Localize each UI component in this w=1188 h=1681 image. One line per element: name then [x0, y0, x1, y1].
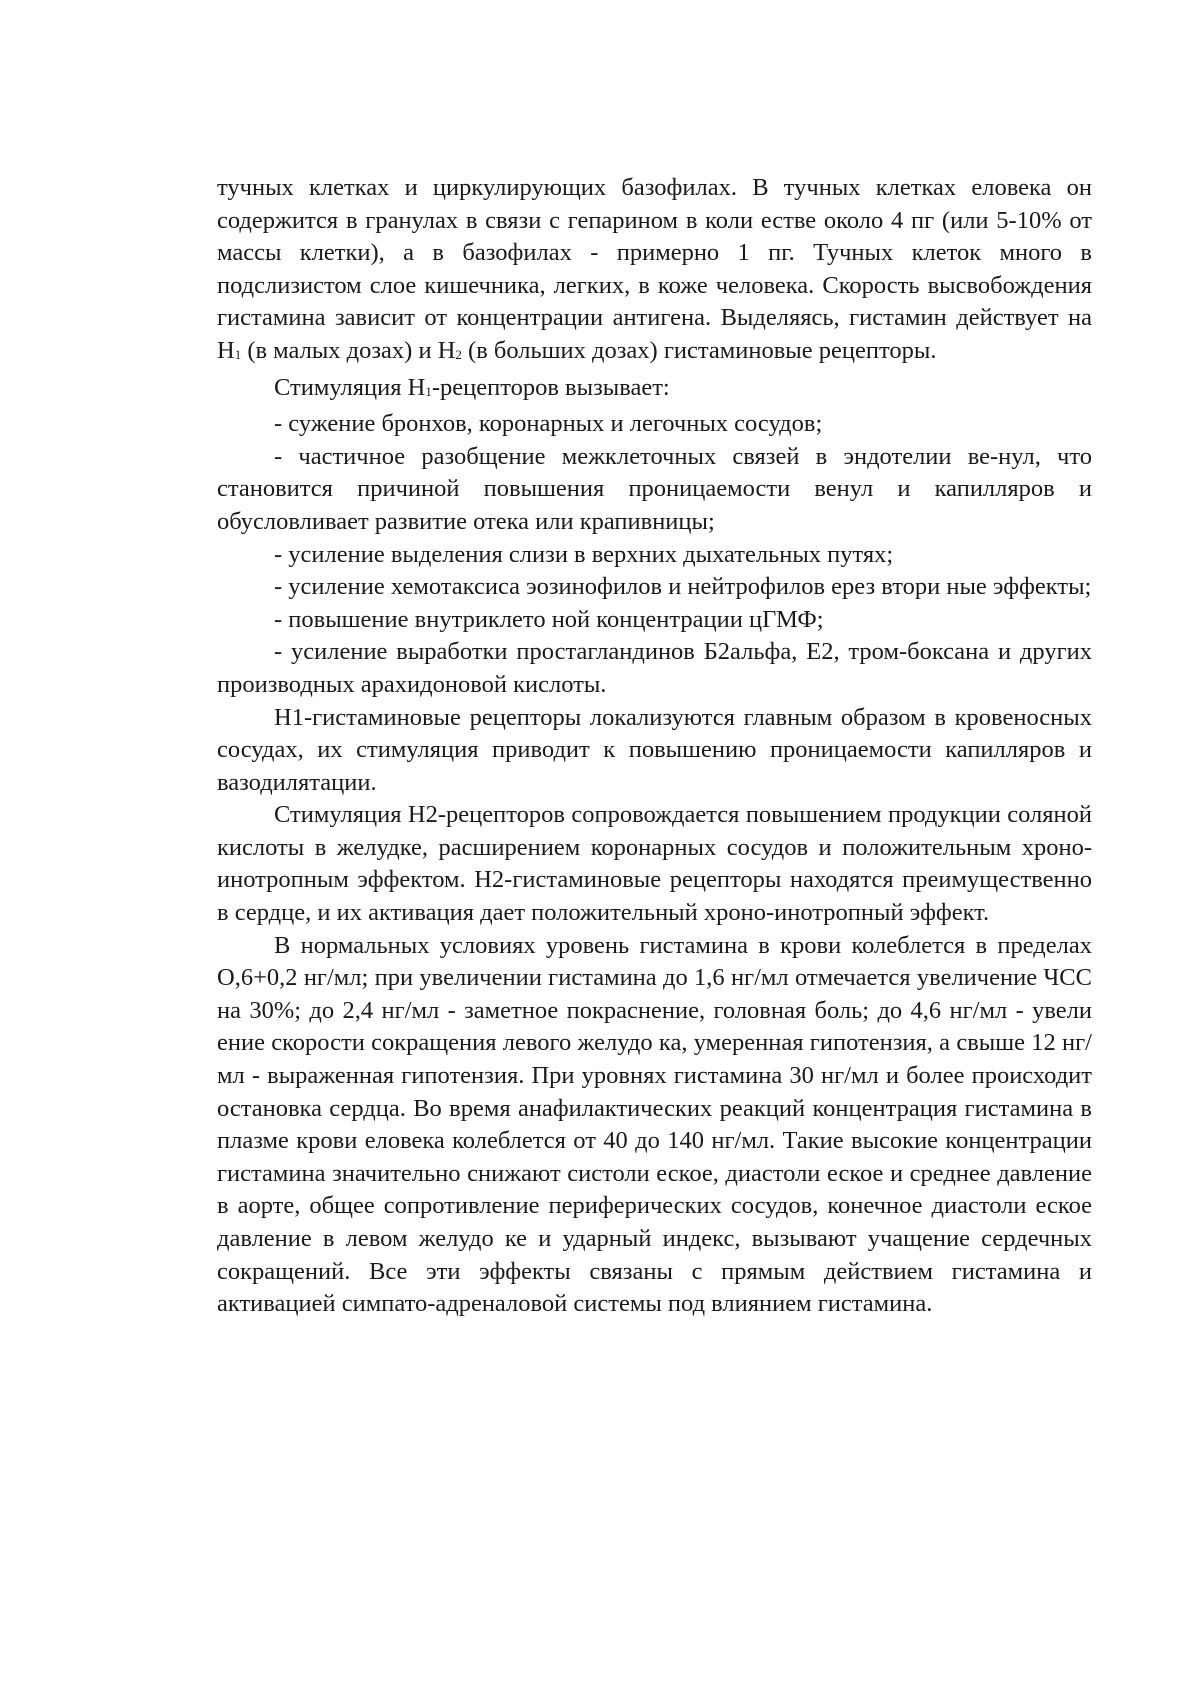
list-item-bronchi: - сужение бронхов, коронарных и легочных сосудов;	[274, 410, 823, 438]
paragraph-h2-receptors: Стимуляция Н2-рецепторов сопровождается повышением продукции соляной кислоты в желудке, расширением коронарных сосудов и положительным хроно-инотропным эффектом. Н2-гистаминовые рецепторы находятся преимущественно в сердце, и их активация дает положительный хроно-инотропный эффект.	[217, 801, 1092, 927]
paragraph-h1-stimulation-heading: Стимуляция Н1-рецепторов вызывает:	[274, 373, 670, 401]
list-item-chemotaxis: - усиление хемотаксиса эозинофилов и нейтрофилов ерез втори ные эффекты;	[274, 573, 1092, 601]
list-item-endothelium: - частичное разобщение межклеточных связей в эндотелии ве-нул, что становится причиной повышения проницаемости венул и капилляров и обусловливает развитие отека или крапивницы;	[217, 442, 1092, 535]
subscript-h1: 1	[234, 346, 242, 362]
paragraph-h1-receptors: Н1-гистаминовые рецепторы локализуются главным образом в кровеносных сосудах, их стимуляция приводит к повышению проницаемости капилляров и вазодилятации.	[217, 703, 1092, 796]
list-item-prostaglandins: - усиление выработки простагландинов Б2альфа, Е2, тром-боксана и других производных арахидоновой кислоты.	[217, 638, 1092, 698]
list-item-cgmp: - повышение внутриклето ной концентрации цГМФ;	[274, 605, 824, 633]
list-item-mucus: - усиление выделения слизи в верхних дыхательных путях;	[274, 540, 894, 568]
paragraph-histamine-storage: тучных клетках и циркулирующих базофилах. В тучных клетках еловека он содержится в гранулах в связи с гепарином в коли естве около 4 пг (или 5-10% от массы клетки), а в базофилах - примерно 1 пг. Тучных клеток много в подслизистом слое кишечника, легких, в коже человека. Скорость высвобождения гистамина зависит от концентрации антигена. Выделяясь, гистамин действует на Н1 (в малых дозах) и Н2 (в больших дозах) гистаминовые рецепторы.	[217, 174, 1092, 364]
subscript-h2: 2	[455, 346, 462, 362]
paragraph-histamine-levels: В нормальных условиях уровень гистамина в крови колеблется в пределах О,6+0,2 нг/мл; при увеличении гистамина до 1,6 нг/мл отмечается увеличение ЧСС на 30%; до 2,4 нг/мл - заметное покраснение, головная боль; до 4,6 нг/мл - увели ение скорости сокращения левого желудо ка, умеренная гипотензия, а свыше 12 нг/мл - выраженная гипотензия. При уровнях гистамина 30 нг/мл и более происходит остановка сердца. Во время анафилактических реакций концентрация гистамина в плазме крови еловека колеблется от 40 до 140 нг/мл. Такие высокие концентрации гистамина значительно снижают систоли еское, диастоли еское и среднее давление в аорте, общее сопротивление периферических сосудов, конечное диастоли еское давление в левом желудо ке и ударный индекс, вызывают учащение сердечных сокращений. Все эти эффекты связаны с прямым действием гистамина и активацией симпато-адреналовой системы под влиянием гистамина.	[217, 931, 1092, 1318]
text-body	[217, 172, 1092, 1321]
subscript-h1: 1	[425, 383, 432, 399]
